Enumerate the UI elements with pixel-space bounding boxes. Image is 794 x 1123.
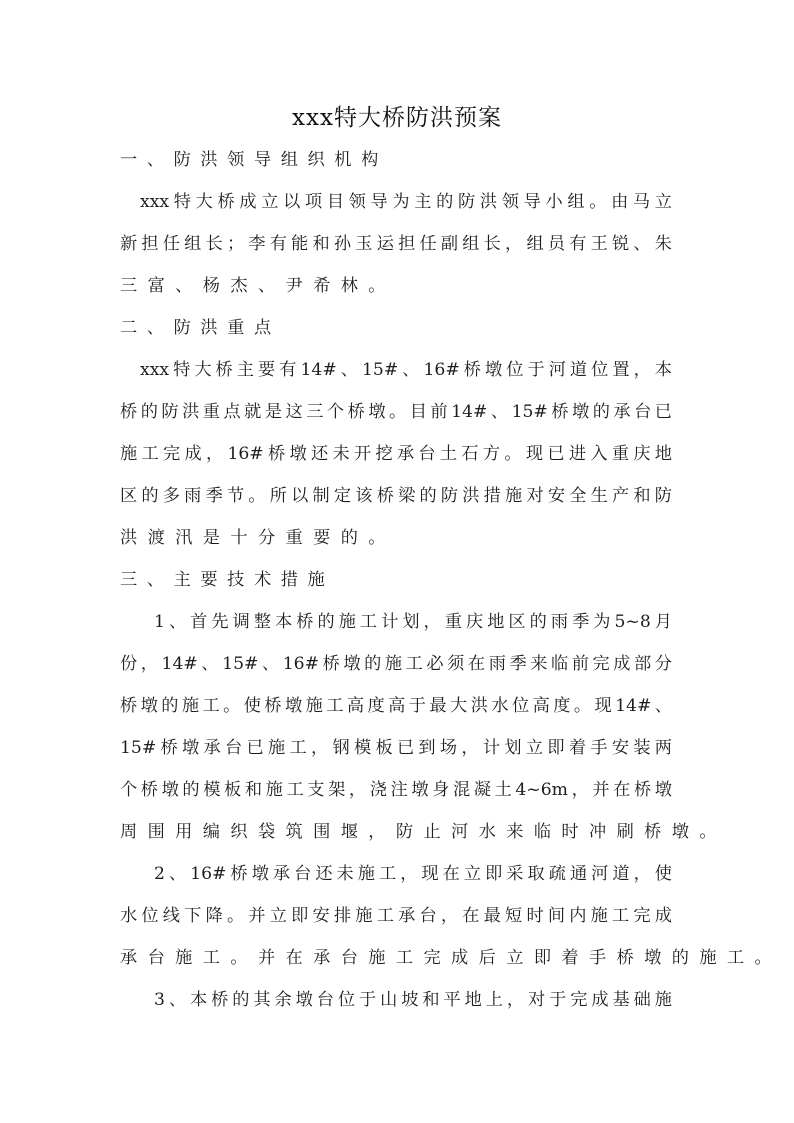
- paragraph-line: 3、本桥的其余墩台位于山坡和平地上，对于完成基础施: [154, 990, 672, 1010]
- paragraph-line: 桥墩的施工。使桥墩施工高度高于最大洪水位高度。现14#、: [120, 696, 672, 716]
- paragraph-line: xxx特大桥主要有14#、15#、16#桥墩位于河道位置，本: [140, 360, 672, 380]
- document-body: [120, 143, 783, 1025]
- paragraph-line: 份，14#、15#、16#桥墩的施工必须在雨季来临前完成部分: [120, 654, 672, 674]
- section-heading: 一、防洪领导组织机构: [120, 150, 388, 170]
- document-title: xxx特大桥防洪预案: [292, 105, 502, 131]
- paragraph-line: 水位线下降。并立即安排施工承台，在最短时间内施工完成: [120, 906, 672, 926]
- paragraph-line: 桥的防洪重点就是这三个桥墩。目前14#、15#桥墩的承台已: [120, 402, 672, 422]
- paragraph-line: 个桥墩的模板和施工支架，浇注墩身混凝土4~6m，并在桥墩: [120, 780, 672, 800]
- paragraph-line: 新担任组长；李有能和孙玉运担任副组长，组员有王锐、朱: [120, 234, 672, 254]
- paragraph-line: 三富、杨杰、尹希林。: [120, 276, 396, 296]
- paragraph-line: 15#桥墩承台已施工，钢模板已到场，计划立即着手安装两: [120, 738, 672, 758]
- paragraph-line: 洪渡汛是十分重要的。: [120, 528, 396, 548]
- paragraph-line: 周围用编织袋筑围堰，防止河水来临时冲刷桥墩。: [120, 822, 727, 842]
- paragraph-line: 1、首先调整本桥的施工计划，重庆地区的雨季为5~8月: [154, 612, 672, 632]
- section-heading: 三、主要技术措施: [120, 570, 335, 590]
- paragraph-line: 施工完成，16#桥墩还未开挖承台土石方。现已进入重庆地: [120, 444, 672, 464]
- paragraph-line: 2、16#桥墩承台还未施工，现在立即采取疏通河道，使: [154, 864, 672, 884]
- section-heading: 二、防洪重点: [120, 318, 281, 338]
- paragraph-line: 承台施工。并在承台施工完成后立即着手桥墩的施工。: [120, 948, 783, 968]
- paragraph-line: 区的多雨季节。所以制定该桥梁的防洪措施对安全生产和防: [120, 486, 672, 506]
- paragraph-line: xxx特大桥成立以项目领导为主的防洪领导小组。由马立: [140, 192, 672, 212]
